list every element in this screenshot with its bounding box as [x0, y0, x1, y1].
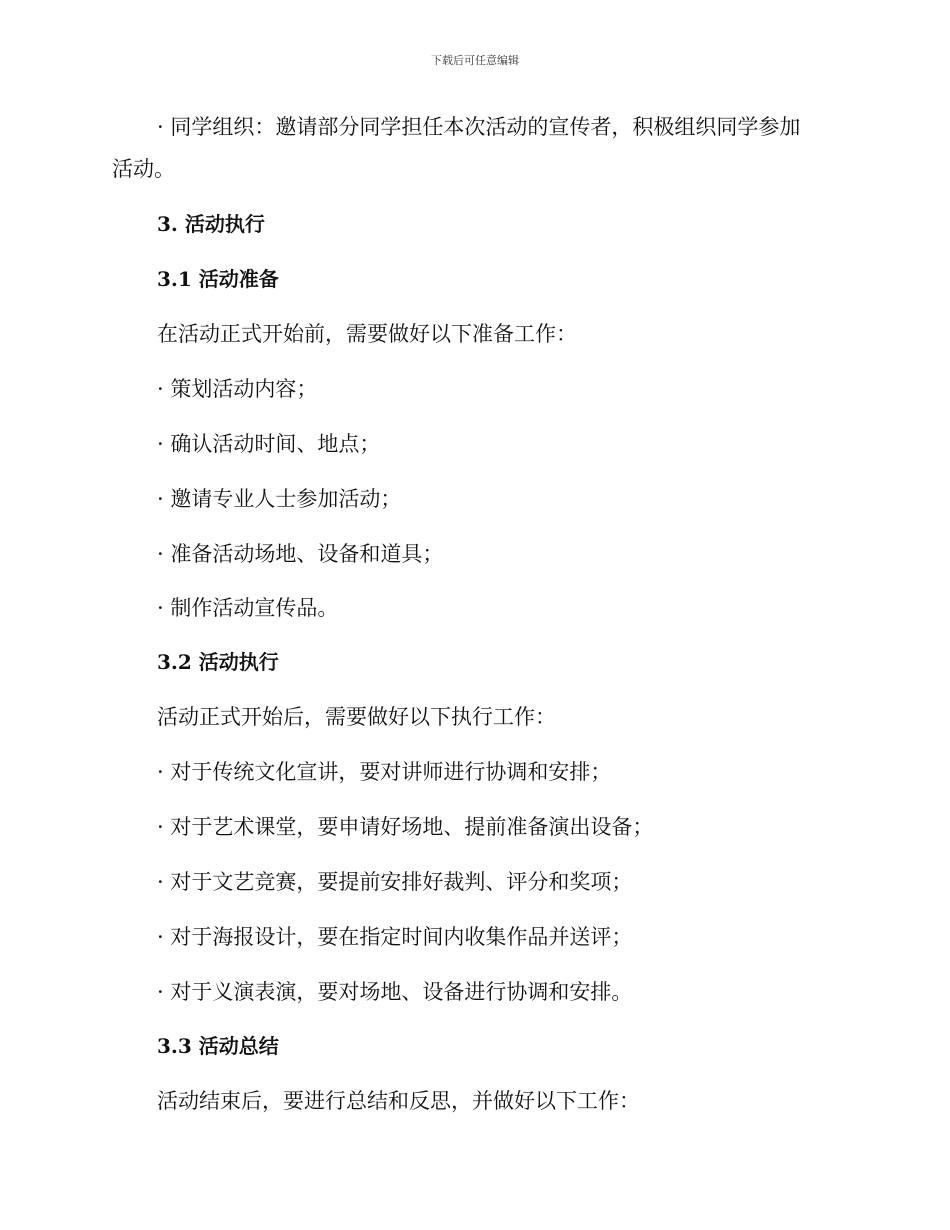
list-item: · 邀请专业人士参加活动；: [157, 487, 402, 511]
list-item: · 确认活动时间、地点；: [157, 432, 381, 456]
list-item: · 对于义演表演，要对场地、设备进行协调和安排。: [157, 980, 633, 1004]
section-3-1-intro: 在活动正式开始前，需要做好以下准备工作：: [157, 322, 577, 346]
section-3-1-heading: 3.1 活动准备: [157, 267, 279, 291]
intro-bullet-line-2: 活动。: [112, 157, 175, 181]
section-3-heading: 3. 活动执行: [157, 212, 265, 236]
list-item: · 准备活动场地、设备和道具；: [157, 542, 444, 566]
section-3-3-intro: 活动结束后，要进行总结和反思，并做好以下工作：: [157, 1089, 640, 1113]
list-item: · 对于海报设计，要在指定时间内收集作品并送评；: [157, 925, 633, 949]
section-3-3-heading: 3.3 活动总结: [157, 1034, 279, 1058]
page-header: 下载后可任意编辑: [431, 54, 519, 67]
section-3-2-intro: 活动正式开始后，需要做好以下执行工作：: [157, 705, 556, 729]
list-item: · 对于文艺竞赛，要提前安排好裁判、评分和奖项；: [157, 870, 633, 894]
list-item: · 策划活动内容；: [157, 377, 318, 401]
list-item: · 制作活动宣传品。: [157, 596, 339, 620]
section-3-2-heading: 3.2 活动执行: [157, 650, 279, 674]
list-item: · 对于传统文化宣讲，要对讲师进行协调和安排；: [157, 760, 612, 784]
intro-bullet-line-1: · 同学组织：邀请部分同学担任本次活动的宣传者，积极组织同学参加: [157, 115, 801, 139]
list-item: · 对于艺术课堂，要申请好场地、提前准备演出设备；: [157, 815, 654, 839]
